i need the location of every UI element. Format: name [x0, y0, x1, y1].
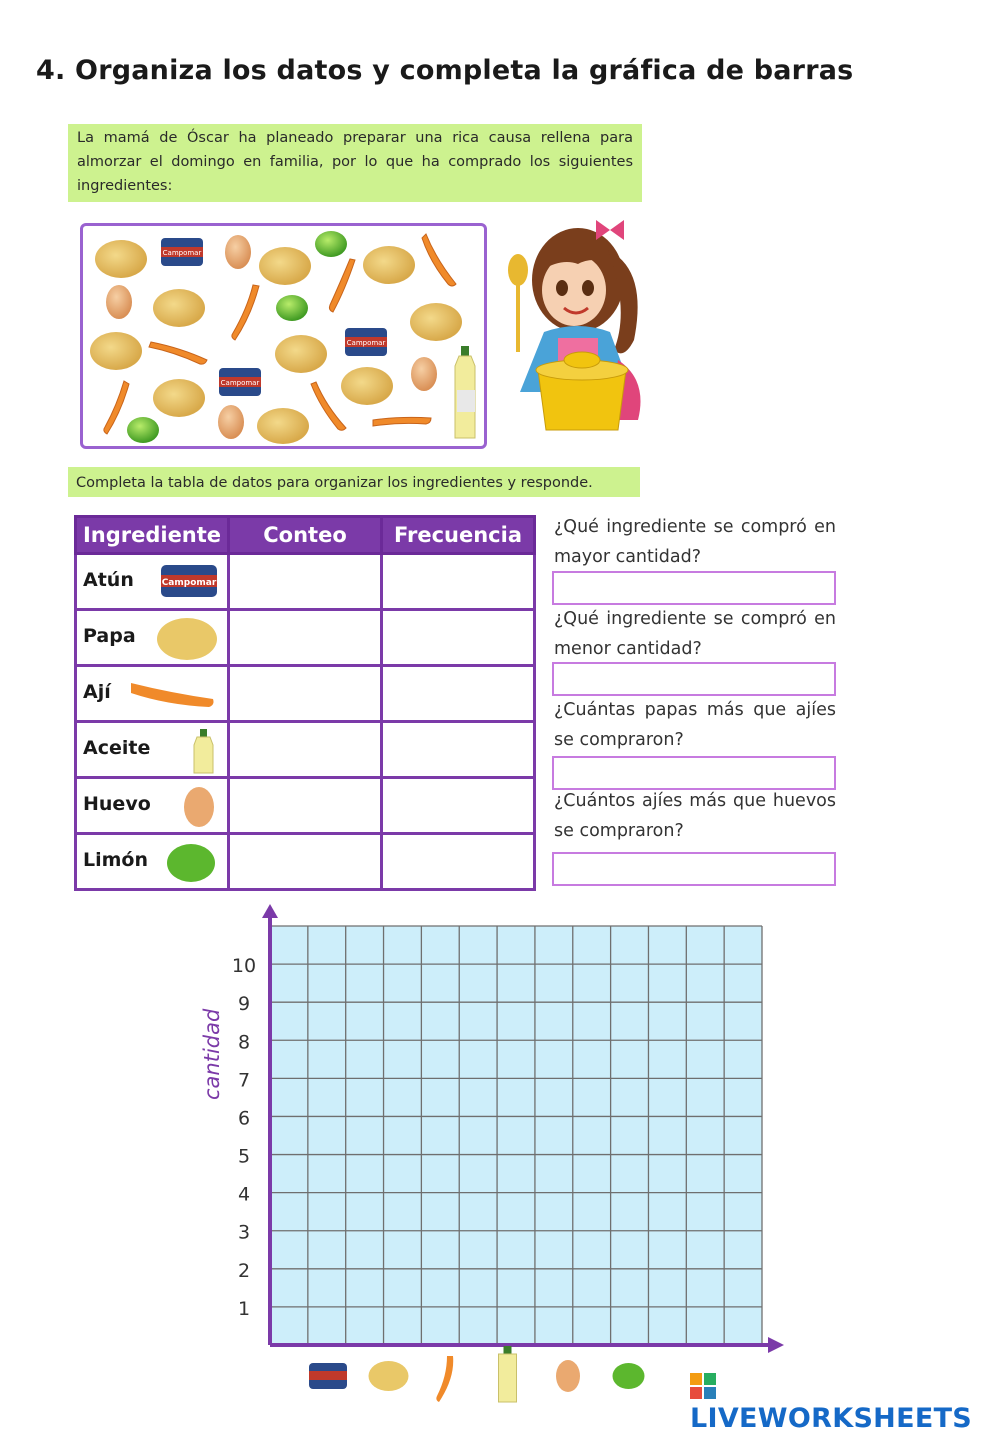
svg-text:Campomar: Campomar: [220, 379, 260, 387]
y-tick-label: 3: [237, 1221, 251, 1244]
y-axis-label: cantidad: [200, 1008, 224, 1100]
y-tick-label: 8: [237, 1031, 251, 1054]
potato-icon: [369, 1361, 409, 1391]
y-tick-label: 7: [237, 1069, 251, 1092]
exercise-title: 4. Organiza los datos y completa la gráfica de barras: [36, 55, 854, 86]
tuna-can-icon: [309, 1363, 347, 1389]
ingredient-label: Ají: [83, 681, 111, 703]
header-conteo: Conteo: [229, 517, 382, 554]
intro-text: La mamá de Óscar ha planeado preparar una rica causa rellena para almorzar el domingo en familia, por lo que ha comprado los siguientes ingredientes:: [68, 124, 642, 202]
y-tick-label: 10: [231, 955, 257, 978]
question-3: ¿Cuántas papas más que ajíes se compraron?: [554, 700, 836, 750]
egg-icon: [556, 1360, 580, 1392]
y-tick-label: 6: [237, 1107, 251, 1130]
y-tick-label: 1: [237, 1297, 251, 1320]
y-tick-label: 5: [237, 1145, 251, 1168]
question-1: ¿Qué ingrediente se compró en mayor cantidad?: [554, 517, 836, 567]
oil-bottle-icon: [499, 1346, 517, 1402]
question-4: ¿Cuántos ajíes más que huevos se compraron?: [554, 791, 836, 841]
svg-text:Campomar: Campomar: [162, 249, 202, 257]
chili-pepper-icon: [436, 1356, 453, 1402]
ingredient-label: Atún: [83, 569, 134, 591]
svg-text:Campomar: Campomar: [161, 578, 217, 588]
y-tick-label: 9: [237, 993, 251, 1016]
question-2: ¿Qué ingrediente se compró en menor cantidad?: [554, 609, 836, 659]
watermark-text: LIVEWORKSHEETS: [690, 1403, 973, 1434]
y-tick-label: 2: [237, 1259, 251, 1282]
ingredient-label: Huevo: [83, 793, 151, 815]
ingredient-label: Papa: [83, 625, 136, 647]
y-axis-arrow-icon: [262, 904, 278, 918]
ingredient-label: Aceite: [83, 737, 151, 759]
lime-icon: [613, 1363, 645, 1389]
header-frecuencia: Frecuencia: [382, 517, 535, 554]
liveworksheets-watermark: [690, 1372, 1000, 1434]
ingredient-label: Limón: [83, 849, 148, 871]
svg-text:Campomar: Campomar: [346, 339, 386, 347]
header-ingrediente: Ingrediente: [76, 517, 229, 554]
instruction-text: Completa la tabla de datos para organizar los ingredientes y responde.: [68, 467, 640, 497]
y-tick-label: 4: [237, 1183, 251, 1206]
plot-background: [270, 926, 762, 1345]
x-axis-arrow-icon: [768, 1337, 784, 1353]
liveworksheets-logo-icon: [690, 1373, 716, 1399]
